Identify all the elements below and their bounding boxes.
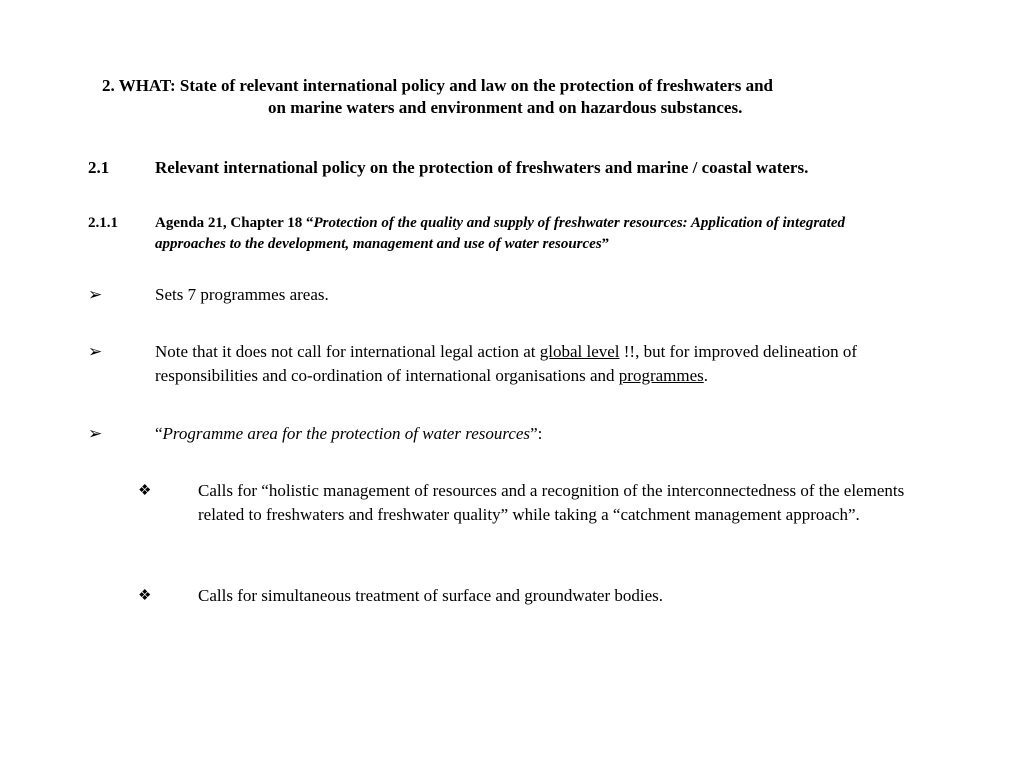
section-heading-italic-title: Protection of the quality and supply of freshwater resources: Application of integrated approaches to the development, management and use of water resources <box>155 215 846 252</box>
quote-open: “ <box>155 424 163 443</box>
sub-bullet-text-surface-groundwater: Calls for simultaneous treatment of surface and groundwater bodies. <box>198 586 664 605</box>
section-number-2-1-1: 2.1.1 <box>88 215 118 231</box>
arrow-bullet-icon: ➢ <box>88 342 103 361</box>
bullet-text-legal-action <box>155 340 935 388</box>
bullet-text-programme-area <box>155 422 935 446</box>
diamond-bullet-icon: ❖ <box>138 588 152 604</box>
global-level-link[interactable]: global level <box>539 342 620 361</box>
page-title-line-2: on marine waters and environment and on hazardous substances. <box>268 98 743 117</box>
sub-bullet-text-holistic: Calls for “holistic management of resources and a recognition of the interconnectedness of the elements related to freshwaters and freshwater quality” while taking a “catchment management approach”. <box>198 481 905 524</box>
bullet-text-part: !!, but for improved delineation of responsibilities and co-ordination of international organisations and <box>155 342 857 385</box>
section-heading-2-1: Relevant international policy on the protection of freshwaters and marine / coastal waters. <box>155 158 809 177</box>
programmes-link[interactable]: programmes <box>618 366 704 385</box>
arrow-bullet-icon: ➢ <box>88 424 103 443</box>
bullet-text-part: . <box>703 366 709 385</box>
diamond-bullet-icon: ❖ <box>138 483 152 499</box>
section-number-2-1: 2.1 <box>88 158 110 177</box>
quote-close: ”: <box>530 424 543 443</box>
section-heading-2-1-1 <box>155 213 895 255</box>
arrow-bullet-icon: ➢ <box>88 285 103 304</box>
page-title-line-1: 2. WHAT: State of relevant international policy and law on the protection of freshwaters and <box>102 76 774 95</box>
section-heading-suffix: ” <box>601 236 610 252</box>
programme-area-title: Programme area for the protection of water resources <box>162 424 531 443</box>
bullet-text-part: Note that it does not call for international legal action at <box>155 342 540 361</box>
bullet-text-programmes: Sets 7 programmes areas. <box>155 285 329 304</box>
section-heading-prefix: Agenda 21, Chapter 18 “ <box>155 215 314 231</box>
